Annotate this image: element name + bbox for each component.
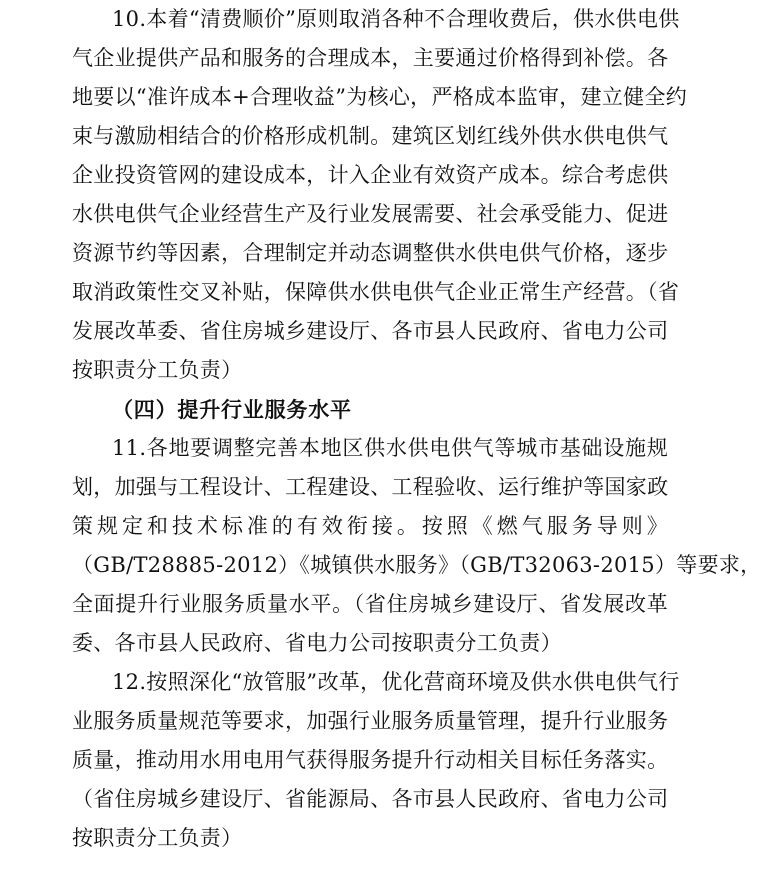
- para-11-line-2: 划，加强与工程设计、工程建设、工程验收、运行维护等国家政: [72, 475, 669, 499]
- para-11-line-1: 11.各地要调整完善本地区供水供电供气等城市基础设施规: [112, 436, 668, 460]
- para-11-line-4: （GB/T28885-2012）《城镇供水服务》（GB/T32063-2015）等要求，: [72, 553, 761, 577]
- para-11-line-3: 策规定和技术标准的有效衔接。按照《燃气服务导则》: [72, 514, 668, 538]
- para-12-line-4: （省住房城乡建设厅、省能源局、各市县人民政府、省电力公司: [72, 787, 669, 811]
- para-10-line-7: 资源节约等因素，合理制定并动态调整供水供电供气价格，逐步: [72, 241, 669, 265]
- para-10-line-5: 企业投资管网的建设成本，计入企业有效资产成本。综合考虑供: [72, 163, 669, 187]
- section-heading: （四）提升行业服务水平: [112, 397, 352, 422]
- para-10-line-9: 发展改革委、省住房城乡建设厅、各市县人民政府、省电力公司: [72, 319, 669, 343]
- para-10-line-1: 10.本着“清费顺价”原则取消各种不合理收费后，供水供电供: [112, 7, 680, 31]
- para-10-line-8: 取消政策性交叉补贴，保障供水供电供气企业正常生产经营。（省: [72, 280, 680, 304]
- para-12-line-5: 按职责分工负责）: [72, 826, 243, 850]
- para-12-line-3: 质量，推动用水用电用气获得服务提升行动相关目标任务落实。: [72, 748, 669, 772]
- para-10-line-6: 水供电供气企业经营生产及行业发展需要、社会承受能力、促进: [72, 202, 669, 226]
- para-10-line-2: 气企业提供产品和服务的合理成本，主要通过价格得到补偿。各: [72, 46, 669, 70]
- para-11-line-6: 委、各市县人民政府、省电力公司按职责分工负责）: [72, 631, 562, 655]
- para-12-line-1: 12.按照深化“放管服”改革，优化营商环境及供水供电供气行: [112, 670, 680, 694]
- para-12-line-2: 业服务质量规范等要求，加强行业服务质量管理，提升行业服务: [72, 709, 669, 733]
- para-10-line-10: 按职责分工负责）: [72, 358, 243, 382]
- para-11-line-5: 全面提升行业服务质量水平。（省住房城乡建设厅、省发展改革: [72, 592, 668, 616]
- para-10-line-4: 束与激励相结合的价格形成机制。建筑区划红线外供水供电供气: [72, 124, 669, 148]
- para-10-line-3: 地要以“准许成本+合理收益”为核心，严格成本监审，建立健全约: [72, 85, 688, 109]
